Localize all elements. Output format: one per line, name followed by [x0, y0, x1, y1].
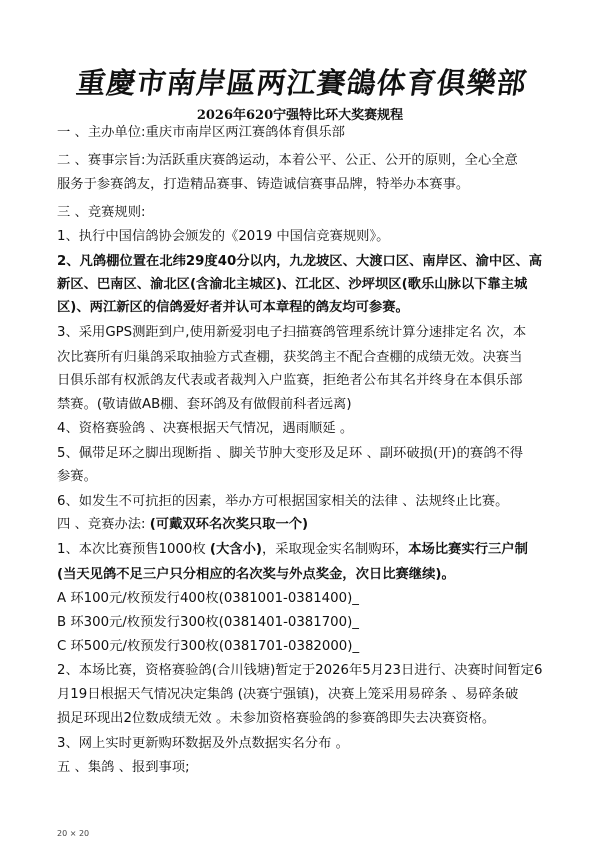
rule-3: 3、采用GPS测距到户,使用新爱羽电子扫描赛鸽管理系统计算分速排定名 次，本 [57, 325, 527, 340]
section-organizer: 一 、主办单位:重庆市南岸区两江赛鸽体育俱乐部 [57, 125, 345, 140]
method-1-bold: (大含小) [209, 542, 262, 557]
section-purpose-cont: 服务于参赛鸽友，打造精品赛事、铸造诚信赛事品牌，特举办本赛事。 [57, 177, 470, 192]
section-purpose: 二 、赛事宗旨:为活跃重庆赛鸽运动，本着公平、公正、公开的原则，全心全意 [57, 153, 518, 168]
method-3: 3、网上实时更新购环数据及外点数据实名分布 。 [57, 736, 349, 751]
section-gathering-heading: 五 、集鸽 、报到事项; [57, 760, 190, 775]
methods-heading-label: 四 、竞赛办法: [57, 517, 150, 532]
method-1-bold: 本场比赛实行三户制 [408, 542, 528, 557]
grid-size-label: 20 × 20 [57, 829, 90, 838]
rule-2: 2、凡鸽棚位置在北纬29度40分以内，九龙坡区、大渡口区、南岸区、渝中区、高 [57, 254, 543, 269]
method-2-cont: 月19日根据天气情况决定集鸽 (决赛宁强镇)，决赛上笼采用易碎条 、易碎条破 [57, 687, 519, 702]
rule-5: 5、佩带足环之脚出现断指 、脚关节肿大变形及足环 、副环破损(开)的赛鸽不得 [57, 446, 524, 461]
rule-2-cont: 新区、巴南区、渝北区(含渝北主城区)、江北区、沙坪坝区(歌乐山脉以下靠主城 [57, 277, 528, 292]
section-rules-heading: 三 、竞赛规则: [57, 205, 146, 220]
rule-5-cont: 参赛。 [57, 469, 97, 484]
method-1-text: 1、本次比赛预售1000枚 [57, 542, 210, 557]
method-1-text: ，采取现金实名制购环， [261, 542, 409, 557]
rule-6: 6、如发生不可抗拒的因素，举办方可根据国家相关的法律 、法规终止比赛。 [57, 494, 509, 509]
club-banner-text: 重慶市南岸區两江賽鴿体育俱樂部 [74, 65, 530, 100]
ring-tier-a: A 环100元/枚预发行400枚(0381001-0381400)_ [57, 591, 359, 606]
method-1-cont: (当天见鸽不足三户只分相应的名次奖与外点奖金，次日比赛继续)。 [57, 567, 455, 582]
club-banner [60, 58, 545, 104]
section-methods-heading [57, 515, 308, 535]
ring-tier-b: B 环300元/枚预发行300枚(0381401-0381700)_ [57, 615, 359, 630]
rule-3-cont: 禁赛。(敬请做AB棚、套环鸽及有做假前科者远离) [57, 397, 352, 412]
rule-2-cont: 区)、两江新区的信鸽爱好者并认可本章程的鸽友均可参赛。 [57, 300, 409, 315]
rule-4: 4、资格赛验鸽 、决赛根据天气情况，遇雨顺延 。 [57, 421, 354, 436]
method-2-cont: 损足环现出2位数成绩无效 。未参加资格赛验鸽的参赛鸽即失去决赛资格。 [57, 711, 496, 726]
method-1 [57, 540, 528, 560]
document-title: 2026年620宁强特比环大奖赛规程 [196, 108, 404, 123]
rule-3-cont: 次比赛所有归巢鸽采取抽验方式查棚，获奖鸽主不配合查棚的成绩无效。决赛当 [57, 350, 523, 365]
method-2: 2、本场比赛，资格赛验鸽(合川钱塘)暂定于2026年5月23日进行、决赛时间暂定6 [57, 663, 543, 678]
methods-heading-note: (可戴双环名次奖只取一个) [149, 517, 309, 532]
ring-tier-c: C 环500元/枚预发行300枚(0381701-0382000)_ [57, 639, 360, 654]
rule-3-cont: 日俱乐部有权派鸽友代表或者裁判入户监赛，拒绝者公布其名并终身在本俱乐部 [57, 373, 523, 388]
rule-1: 1、执行中国信鸽协会颁发的《2019 中国信竞赛规则》。 [57, 229, 390, 244]
